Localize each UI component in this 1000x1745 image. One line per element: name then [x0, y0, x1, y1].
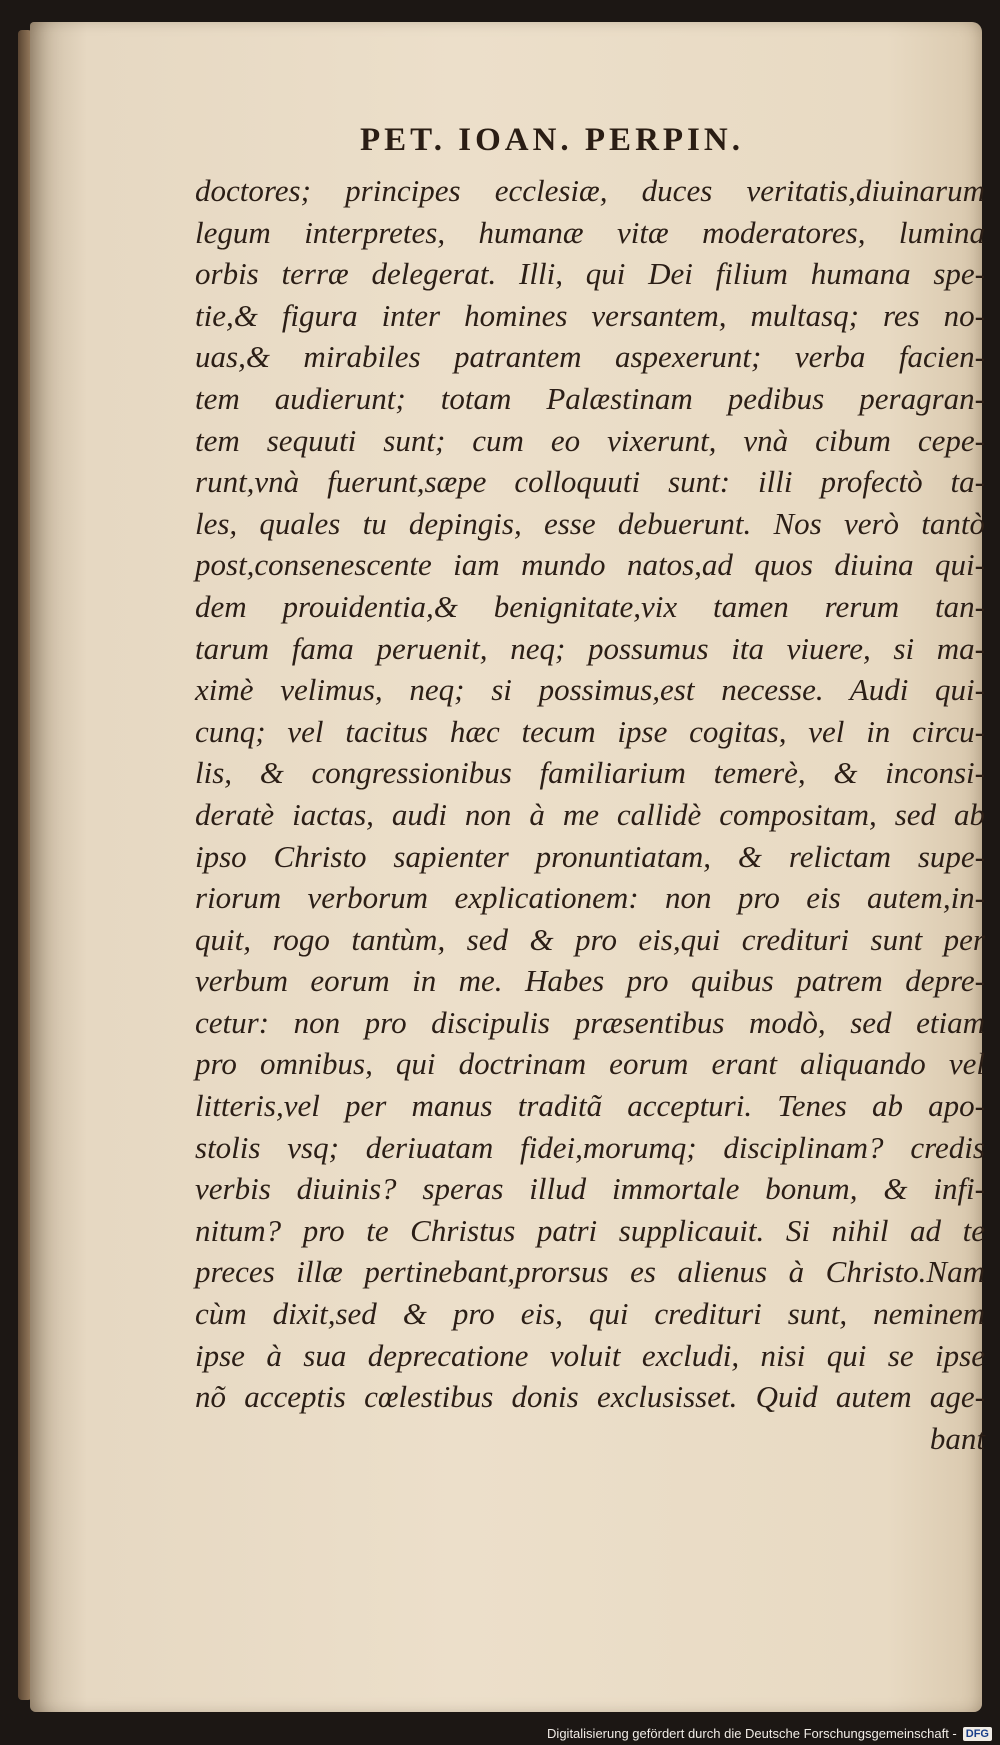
text-line: runt,vnà fuerunt,sæpe colloquuti sunt: illi profectò ta- [195, 464, 985, 500]
text-line: stolis vsq; deriuatam fidei,morumq; disciplinam? credis [195, 1129, 985, 1165]
text-line: orbis terræ delegerat. Illi, qui Dei filium humana spe- [195, 256, 985, 292]
text-line: cunq; vel tacitus hæc tecum ipse cogitas, vel in circu- [195, 713, 985, 749]
text-line: verbum eorum in me. Habes pro quibus patrem depre- [195, 963, 985, 999]
text-line: litteris,vel per manus traditã accepturi. Tenes ab apo- [195, 1088, 985, 1124]
text-line: quit, rogo tantùm, sed & pro eis,qui credituri sunt per [195, 921, 985, 957]
footer [547, 1726, 992, 1741]
text-line: tem audierunt; totam Palæstinam pedibus peragran- [195, 380, 985, 416]
text-line: cùm dixit,sed & pro eis, qui credituri sunt, neminem [195, 1296, 985, 1332]
text-line: nõ acceptis cœlestibus donis exclusisset. Quid autem age- [195, 1379, 985, 1415]
text-line: tie,& figura inter homines versantem, multasq; res no- [195, 297, 985, 333]
running-head: PET. IOAN. PERPIN. [360, 122, 744, 158]
text-line: bant [929, 1420, 985, 1456]
text-line: tarum fama peruenit, neq; possumus ita viuere, si ma- [195, 630, 985, 666]
text-line: cetur: non pro discipulis præsentibus modò, sed etiam [195, 1004, 985, 1040]
text-line: pro omnibus, qui doctrinam eorum erant aliquando vel [195, 1046, 985, 1082]
text-line: tem sequuti sunt; cum eo vixerunt, vnà cibum cepe- [195, 422, 985, 458]
text-line: les, quales tu depingis, esse debuerunt. Nos verò tantò [195, 505, 985, 541]
text-line: dem prouidentia,& benignitate,vix tamen rerum tan- [195, 588, 985, 624]
text-line: doctores; principes ecclesiæ, duces veritatis,diuinarum [195, 173, 985, 208]
text-line: verbis diuinis? speras illud immortale bonum, & infi- [195, 1171, 985, 1207]
dfg-logo: DFG [963, 1727, 992, 1741]
text-line: uas,& mirabiles patrantem aspexerunt; verba facien- [195, 339, 985, 375]
text-line: preces illæ pertinebant,prorsus es alienus à Christo.Nam [195, 1254, 985, 1290]
text-line: deratè iactas, audi non à me callidè compositam, sed ab [195, 796, 985, 832]
text-line: post,consenescente iam mundo natos,ad quos diuina qui- [195, 547, 985, 583]
footer-text: Digitalisierung gefördert durch die Deutsche Forschungsgemeinschaft - [547, 1726, 957, 1741]
text-line: ximè velimus, neq; si possimus,est necesse. Audi qui- [195, 672, 985, 708]
text-line: ipse à sua deprecatione voluit excludi, nisi qui se ipse [195, 1337, 985, 1373]
text-line: riorum verborum explicationem: non pro eis autem,in- [195, 880, 985, 916]
text-line: ipso Christo sapienter pronuntiatam, & relictam supe- [195, 838, 985, 874]
text-line: lis, & congressionibus familiarium temerè, & inconsi- [195, 755, 985, 791]
text-line: nitum? pro te Christus patri supplicauit. Si nihil ad te [195, 1212, 985, 1248]
text-line: legum interpretes, humanæ vitæ moderatores, lumina [195, 214, 985, 250]
body-text [195, 170, 985, 1459]
